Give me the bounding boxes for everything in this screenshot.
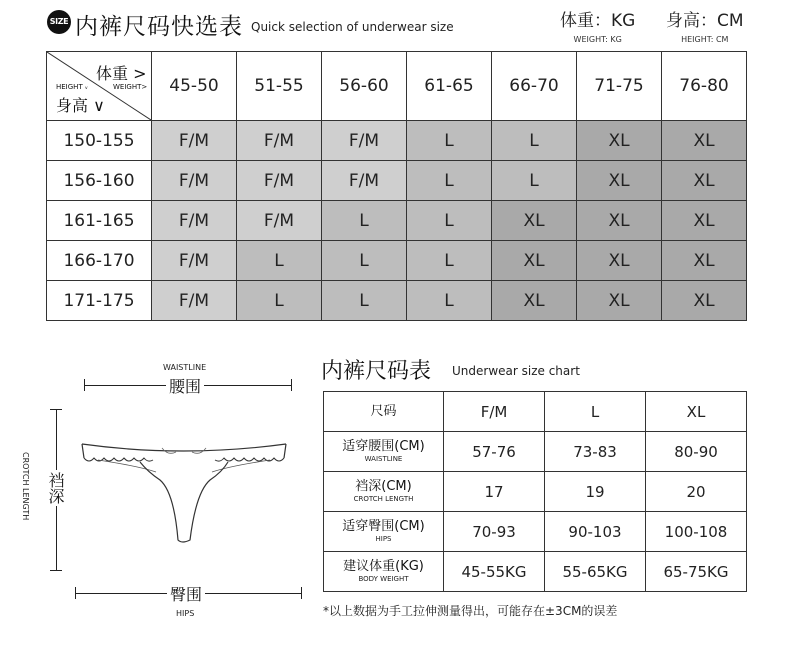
weight-header: 76-80 [662, 52, 747, 121]
height-header: 161-165 [47, 201, 152, 241]
chart-row [324, 432, 747, 472]
chart-row [324, 472, 747, 512]
size-cell: F/M [237, 121, 322, 161]
hips-tick-right [301, 587, 302, 599]
chart-row-label [324, 552, 444, 592]
chart-cell: 80-90 [646, 432, 747, 472]
waist-tick-right [291, 379, 292, 391]
chart-cell: 20 [646, 472, 747, 512]
height-header: 171-175 [47, 281, 152, 321]
weight-unit-en: WEIGHT: KG [573, 35, 622, 44]
size-cell: F/M [152, 201, 237, 241]
weight-header: 51-55 [237, 52, 322, 121]
chart-row-label [324, 512, 444, 552]
underwear-outline-icon [78, 436, 298, 548]
row-label-en: HIPS [375, 535, 392, 543]
measurement-note: *以上数据为手工拉伸测量得出，可能存在±3CM的误差 [323, 604, 618, 618]
weight-unit: 体重：KG [560, 11, 636, 31]
chart-size-header: F/M [444, 392, 545, 432]
size-cell: F/M [237, 201, 322, 241]
weight-unit-block [560, 6, 635, 44]
size-cell: XL [662, 241, 747, 281]
row-label-cn: 适穿腰围(CM) [342, 439, 425, 454]
waist-tick-left [84, 379, 85, 391]
grid-corner-cell [47, 52, 152, 121]
size-cell: F/M [152, 121, 237, 161]
size-cell: XL [492, 241, 577, 281]
row-label-en: CROTCH LENGTH [353, 495, 414, 503]
chart-row [324, 552, 747, 592]
size-cell: L [322, 281, 407, 321]
weight-header: 61-65 [407, 52, 492, 121]
corner-weight-en: WEIGHT> [113, 83, 148, 91]
hips-cn-label: 臀围 [167, 582, 205, 605]
chart-cell: 17 [444, 472, 545, 512]
size-cell: XL [662, 201, 747, 241]
size-cell: XL [577, 121, 662, 161]
chart-cell: 70-93 [444, 512, 545, 552]
size-cell: L [237, 241, 322, 281]
size-cell: L [492, 161, 577, 201]
waistline-en-label: WAISTLINE [163, 363, 207, 372]
chart-title: 内裤尺码表 [321, 359, 432, 384]
chart-header-row [324, 392, 747, 432]
grid-row [47, 121, 747, 161]
size-cell: L [407, 161, 492, 201]
chart-subtitle: Underwear size chart [452, 364, 580, 378]
size-cell: XL [662, 161, 747, 201]
chart-cell: 45-55KG [444, 552, 545, 592]
chart-row-label [324, 472, 444, 512]
chart-size-header: L [545, 392, 646, 432]
size-cell: F/M [152, 161, 237, 201]
size-cell: XL [492, 201, 577, 241]
chart-header-label [324, 392, 444, 432]
grid-row [47, 241, 747, 281]
grid-row [47, 161, 747, 201]
chart-size-header: XL [646, 392, 747, 432]
size-cell: XL [492, 281, 577, 321]
weight-header: 66-70 [492, 52, 577, 121]
chart-cell: 73-83 [545, 432, 646, 472]
chart-cell: 55-65KG [545, 552, 646, 592]
grid-header-row [47, 52, 747, 121]
chart-row-label [324, 432, 444, 472]
row-label-cn: 建议体重(KG) [343, 559, 424, 574]
size-cell: XL [577, 281, 662, 321]
chart-cell: 100-108 [646, 512, 747, 552]
size-cell: XL [662, 121, 747, 161]
weight-header: 71-75 [577, 52, 662, 121]
height-header: 150-155 [47, 121, 152, 161]
size-cell: L [322, 201, 407, 241]
grid-row [47, 201, 747, 241]
size-cell: XL [577, 161, 662, 201]
size-badge: SIZE [47, 10, 71, 34]
size-cell: F/M [237, 161, 322, 201]
row-label-cn: 裆深(CM) [355, 479, 412, 494]
size-cell: L [407, 281, 492, 321]
crotch-cn-label: 裆深 [46, 472, 65, 504]
crotch-tick-top [50, 409, 62, 410]
size-cell: L [492, 121, 577, 161]
row-label-en: BODY WEIGHT [358, 575, 409, 583]
waistline-cn-label: 腰围 [166, 374, 204, 397]
size-cell: F/M [322, 121, 407, 161]
hips-en-label: HIPS [176, 609, 195, 618]
size-chart-table [323, 391, 747, 592]
size-cell: L [237, 281, 322, 321]
size-cell: F/M [322, 161, 407, 201]
page-title: 内裤尺码快选表 [75, 14, 243, 40]
height-unit-block [666, 6, 744, 44]
size-cell: L [407, 201, 492, 241]
crotch-tick-bottom [50, 570, 62, 571]
size-cell: F/M [152, 281, 237, 321]
size-cell: F/M [152, 241, 237, 281]
weight-header: 45-50 [152, 52, 237, 121]
chart-header-text: 尺码 [370, 403, 397, 419]
size-cell: XL [662, 281, 747, 321]
size-cell: L [407, 241, 492, 281]
crotch-en-label: CROTCH LENGTH [21, 452, 30, 521]
height-unit: 身高：CM [666, 11, 744, 31]
weight-header: 56-60 [322, 52, 407, 121]
height-unit-en: HEIGHT: CM [681, 35, 729, 44]
chart-row [324, 512, 747, 552]
chart-cell: 65-75KG [646, 552, 747, 592]
corner-weight-label: 体重 > [96, 64, 147, 83]
chart-cell: 19 [545, 472, 646, 512]
size-cell: L [322, 241, 407, 281]
height-header: 166-170 [47, 241, 152, 281]
size-cell: XL [577, 201, 662, 241]
height-header: 156-160 [47, 161, 152, 201]
size-cell: L [407, 121, 492, 161]
hips-tick-left [75, 587, 76, 599]
quick-size-table [46, 51, 747, 321]
chart-cell: 90-103 [545, 512, 646, 552]
corner-height-en: HEIGHT ᵥ [56, 83, 88, 91]
grid-row [47, 281, 747, 321]
chart-cell: 57-76 [444, 432, 545, 472]
corner-height-label: 身高 ∨ [56, 96, 105, 115]
row-label-cn: 适穿臀围(CM) [342, 519, 425, 534]
row-label-en: WAISTLINE [364, 455, 403, 463]
size-cell: XL [577, 241, 662, 281]
page-subtitle: Quick selection of underwear size [251, 20, 454, 34]
